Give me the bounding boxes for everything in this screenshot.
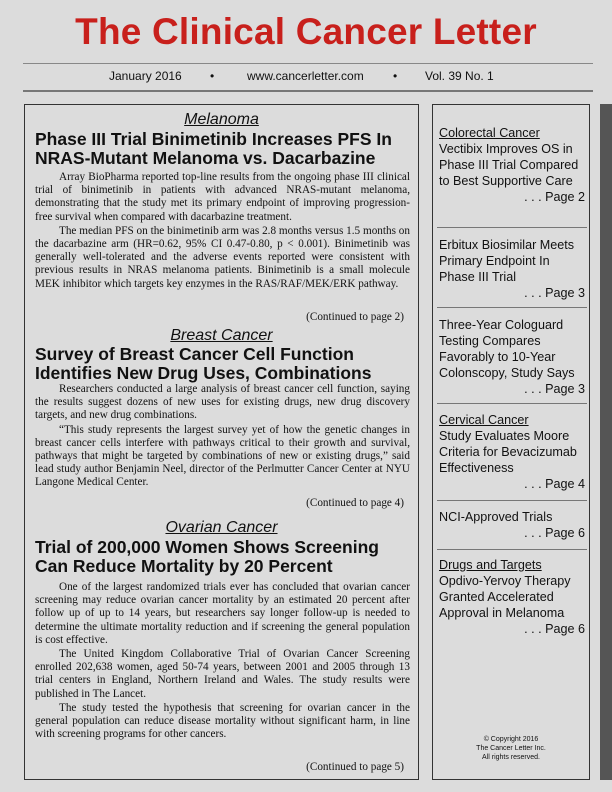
toc-item[interactable] [439, 237, 587, 301]
toc-title: NCI-Approved Trials [439, 510, 553, 524]
article-headline: Phase III Trial Binimetinib Increases PFS In NRAS-Mutant Melanoma vs. Dacarbazine [35, 129, 392, 168]
volume-number: Vol. 39 No. 1 [425, 69, 494, 83]
toc-item[interactable] [439, 557, 587, 637]
masthead-title: The Clinical Cancer Letter [75, 11, 537, 52]
page-edge-strip [600, 104, 612, 780]
toc-page: . . . Page 2 [524, 190, 585, 204]
article-headline: Survey of Breast Cancer Cell Function Identifies New Drug Uses, Combinations [35, 344, 372, 383]
toc-divider [437, 500, 587, 501]
toc-item[interactable] [439, 412, 587, 492]
toc-item[interactable] [439, 509, 587, 541]
article-paragraph: Researchers conducted a large analysis of breast cancer cell function, saying the results suggest dozens of new uses for existing drugs, new drug discovery targets, and new drug combinations. [35, 383, 410, 422]
article-paragraph: The United Kingdom Collaborative Trial of Ovarian Cancer Screening enrolled 202,638 women, aged 50-74 years, between 2001 and 2005 through 13 trial centers in England, Northern Ireland and Wales. The study results were published in The Lancet. [35, 648, 410, 700]
toc-item[interactable] [439, 317, 587, 397]
article-body [35, 383, 410, 491]
main-articles-panel [24, 104, 419, 780]
article-headline: Trial of 200,000 Women Shows Screening Can Reduce Mortality by 20 Percent [35, 537, 379, 576]
toc-divider [437, 549, 587, 550]
toc-category: Drugs and Targets [439, 558, 542, 572]
toc-title: Opdivo-Yervoy Therapy Granted Accelerated Approval in Melanoma [439, 574, 571, 620]
toc-page: . . . Page 6 [524, 622, 585, 636]
toc-title: Erbitux Biosimilar Meets Primary Endpoint In Phase III Trial [439, 238, 575, 284]
toc-divider [437, 403, 587, 404]
section-label-melanoma: Melanoma [184, 111, 259, 128]
article-paragraph: One of the largest randomized trials ever has concluded that ovarian cancer screening may reduce ovarian cancer mortality by an estimated 20 percent after follow up of up to 14 years, but researchers say longer follow-up is needed to determine the ultimate mortality reduction and if screening the general population is cost effective. [35, 581, 410, 646]
toc-title: Three-Year Cologuard Testing Compares Favorably to 10-Year Colonscopy, Study Says [439, 318, 575, 380]
bullet-separator: • [210, 69, 215, 83]
copyright-line: The Cancer Letter Inc. [476, 745, 546, 752]
continued-link[interactable]: (Continued to page 4) [306, 497, 404, 509]
top-rule [23, 63, 593, 64]
article-paragraph: The median PFS on the binimetinib arm was 2.8 months versus 1.5 months on the dacarbazine arm (HR=0.62, 95% CI 0.47-0.80, p < 0.001). Binimetinib was generally well-tolerated and the adverse events reported were consistent with previous results in NRAS melanoma patients. Binimetinib is a small molecule MEK inhibitor which targets key enzymes in the RAS/RAF/MEK/ERK pathway. [35, 224, 410, 290]
website-link[interactable]: www.cancerletter.com [247, 69, 364, 83]
toc-item[interactable] [439, 125, 587, 205]
article-paragraph: Array BioPharma reported top-line results from the ongoing phase III clinical trial of binimetinib in patients with advanced NRAS-mutant melanoma, demonstrating that the study met its primary endpoint of improving progression-free survival when compared with dacarbazine treatment. [35, 171, 410, 223]
article-paragraph: “This study represents the largest survey yet of how the genetic changes in breast cancer cells interfere with pathways critical to their growth and survival, pathways that might be targeted by combinations of new or existing drugs,” said lead study author Benjamin Neel, director of the Perlmutter Cancer Center at NYU Langone Medical Center. [35, 423, 410, 489]
table-of-contents [432, 104, 590, 780]
issue-date: January 2016 [109, 69, 182, 83]
continued-link[interactable]: (Continued to page 2) [306, 311, 404, 323]
toc-category: Cervical Cancer [439, 413, 529, 427]
section-label-breast-cancer: Breast Cancer [170, 327, 273, 344]
copyright-line: © Copyright 2016 [483, 736, 539, 743]
toc-title: Vectibix Improves OS in Phase III Trial Compared to Best Supportive Care [439, 142, 579, 188]
toc-page: . . . Page 6 [524, 526, 585, 540]
toc-category: Colorectal Cancer [439, 126, 540, 140]
toc-page: . . . Page 4 [524, 477, 585, 491]
bullet-separator: • [393, 69, 398, 83]
copyright-line: All rights reserved. [482, 754, 540, 761]
toc-divider [437, 227, 587, 228]
continued-link[interactable]: (Continued to page 5) [306, 761, 404, 773]
section-label-ovarian-cancer: Ovarian Cancer [165, 519, 278, 536]
dateline [23, 69, 593, 87]
bottom-rule [23, 90, 593, 92]
article-body [35, 171, 410, 292]
toc-page: . . . Page 3 [524, 286, 585, 300]
toc-divider [437, 307, 587, 308]
article-body [35, 581, 410, 742]
copyright-notice [433, 735, 589, 762]
toc-title: Study Evaluates Moore Criteria for Bevacizumab Effectiveness [439, 429, 577, 475]
article-paragraph: The study tested the hypothesis that screening for ovarian cancer in the general population can reduce disease mortality without significant harm, in line with screening programs for other cancers. [35, 701, 410, 741]
toc-page: . . . Page 3 [524, 382, 585, 396]
